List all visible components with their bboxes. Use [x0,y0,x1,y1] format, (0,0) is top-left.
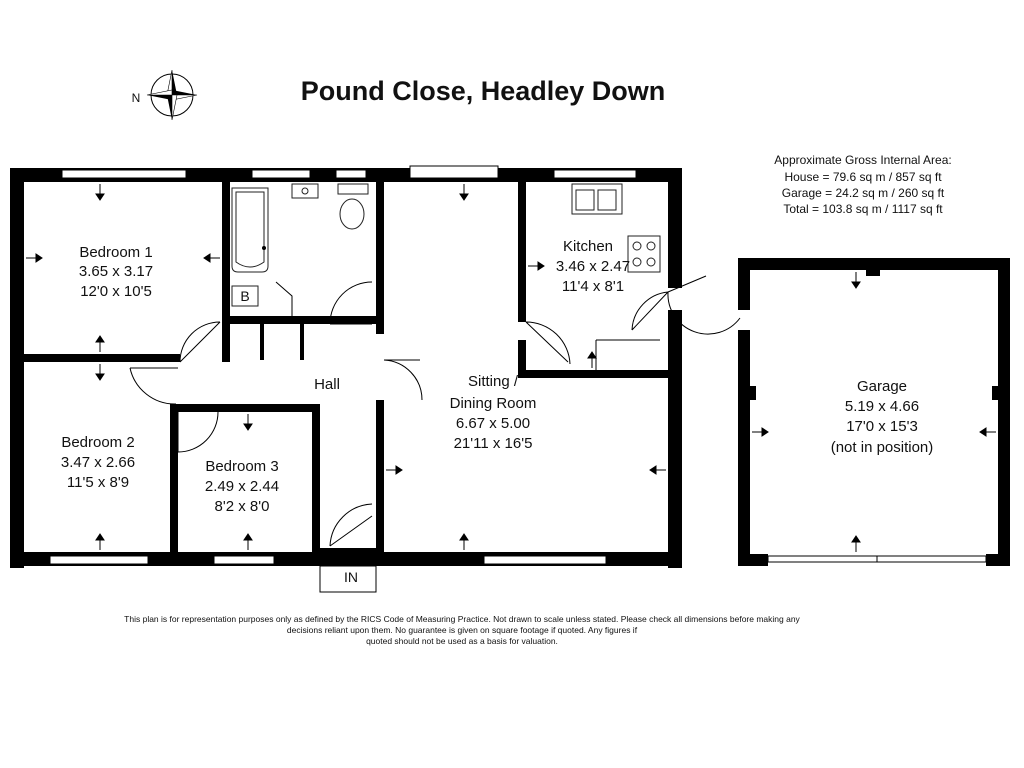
garage-name: Garage [856,378,908,395]
boiler-label: B [240,288,250,304]
room-kitchen [556,238,630,295]
entrance-label: IN [344,569,358,585]
sitting-imperial: 21'11 x 16'5 [453,435,533,452]
kitchen-metric: 3.46 x 2.47 [555,258,631,275]
disclaimer [124,614,800,646]
area-house: House = 79.6 sq m / 857 sq ft [784,170,942,184]
kitchen-imperial: 11'4 x 8'1 [561,278,625,295]
bedroom-1-name: Bedroom 1 [79,244,153,261]
bedroom-2-imperial: 11'5 x 8'9 [66,474,130,491]
compass-label: N [131,91,141,105]
kitchen-name: Kitchen [562,238,614,255]
bathroom-fixtures [232,184,368,316]
room-sitting-dining [450,373,537,452]
disclaimer-line-1: This plan is for representation purposes only as defined by the RICS Code of Measuring Practice. Not drawn to scale unless stated. Please check all dimensions before making any [124,614,800,624]
disclaimer-line-3: quoted should not be used as a basis for valuation. [366,636,558,646]
plan-title: Pound Close, Headley Down [300,76,666,106]
room-bedroom-3 [205,458,279,515]
area-total: Total = 103.8 sq m / 1117 sq ft [783,202,943,216]
bedroom-3-imperial: 8'2 x 8'0 [214,498,270,515]
area-summary-heading: Approximate Gross Internal Area: [774,153,952,167]
garage-imperial: 17'0 x 15'3 [846,418,918,435]
sitting-name-line1: Sitting / [467,373,519,390]
hall-label: Hall [314,376,340,393]
room-bedroom-2 [61,434,135,491]
house-windows [50,166,636,564]
bedroom-1-metric: 3.65 x 3.17 [78,263,154,280]
room-garage [831,378,934,456]
bedroom-2-metric: 3.47 x 2.66 [60,454,136,471]
sitting-metric: 6.67 x 5.00 [455,415,531,432]
disclaimer-line-2: decisions reliant upon them. No guarantee is given on square footage if quoted. Any figures if [286,625,638,635]
sitting-name-line2: Dining Room [449,395,537,412]
bedroom-3-name: Bedroom 3 [205,458,279,475]
area-summary [774,153,951,216]
garage-note: (not in position) [830,439,934,456]
bedroom-1-imperial: 12'0 x 10'5 [80,283,152,300]
area-garage: Garage = 24.2 sq m / 260 sq ft [781,186,945,200]
house-walls [10,168,682,568]
bedroom-3-metric: 2.49 x 2.44 [204,478,280,495]
bedroom-2-name: Bedroom 2 [61,434,135,451]
compass-icon [147,70,197,120]
garage-metric: 5.19 x 4.66 [844,398,920,415]
room-bedroom-1 [79,244,153,300]
